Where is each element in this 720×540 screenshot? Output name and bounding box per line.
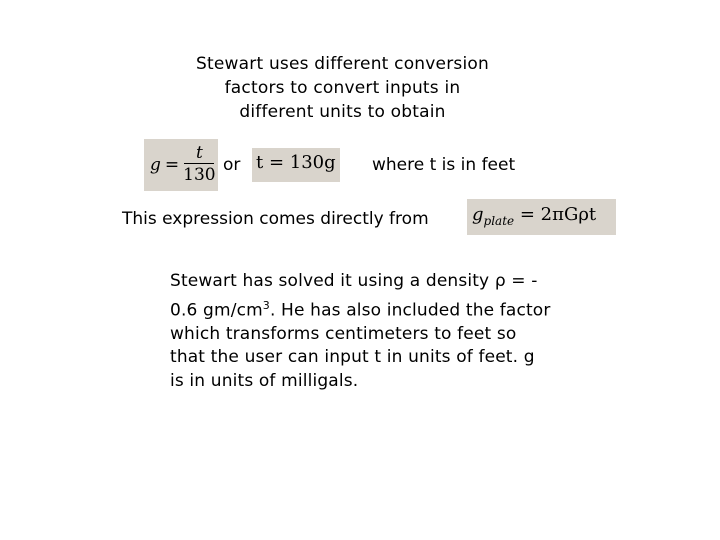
- equation-g-symbol: g: [472, 204, 484, 225]
- intro-line-3: different units to obtain: [239, 102, 446, 122]
- paragraph-line-2-start: 0.6 gm/cm: [170, 300, 263, 321]
- equation-g-fraction: [144, 139, 218, 191]
- paragraph-superscript: 3: [262, 298, 270, 312]
- paragraph-line-4: that the user can input t in units of feet. g: [170, 347, 535, 368]
- paragraph-line-3: which transforms centimeters to feet so: [170, 323, 517, 344]
- equals-sign: =: [164, 154, 180, 175]
- where-label: where t is in feet: [372, 155, 516, 175]
- paragraph-line-5: is in units of milligals.: [170, 370, 359, 391]
- paragraph-line-1: Stewart has solved it using a density ρ = -: [170, 271, 538, 291]
- intro-line-2: factors to convert inputs in: [224, 78, 461, 98]
- equation-plate-subscript: plate: [483, 214, 515, 228]
- explanation-paragraph: [170, 270, 590, 393]
- intro-line-1: Stewart uses different conversion: [196, 54, 489, 74]
- from-label: This expression comes directly from: [122, 209, 429, 229]
- equation-lhs: g: [150, 154, 161, 175]
- fraction-denominator: 130: [183, 165, 216, 185]
- paragraph-line-2-end: . He has also included the factor: [269, 300, 551, 321]
- equation-t-130g: [252, 148, 340, 182]
- intro-text: [160, 52, 525, 124]
- paragraph-line-2: [170, 294, 590, 323]
- equation-t-text: t = 130g: [256, 152, 336, 173]
- or-label: or: [223, 155, 241, 175]
- equation-rhs: = 2πGρt: [519, 204, 597, 225]
- fraction-numerator: t: [195, 143, 203, 163]
- equation-g-plate: [467, 199, 616, 235]
